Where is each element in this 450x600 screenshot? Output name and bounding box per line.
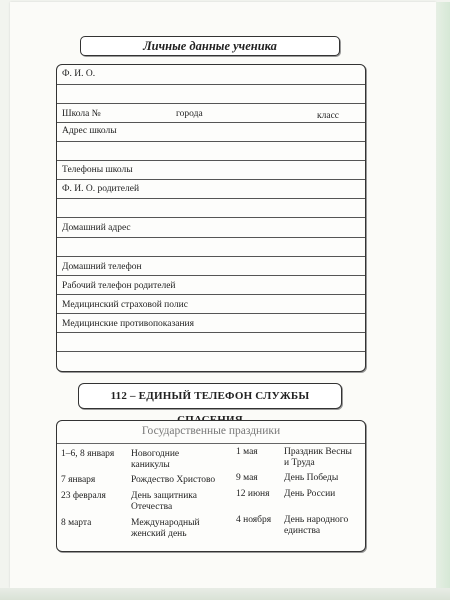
form-line — [57, 313, 365, 314]
holiday-name: Рождество Христово — [131, 475, 216, 485]
label-contraindications: Медицинские противопоказания — [62, 319, 194, 329]
holiday-date: 9 мая — [236, 473, 258, 483]
label-parents-fio: Ф. И. О. родителей — [62, 184, 140, 194]
holiday-name: Праздник Весны и Труда — [284, 447, 352, 468]
form-line — [57, 275, 365, 276]
emergency-phone-banner: 112 – ЕДИНЫЙ ТЕЛЕФОН СЛУЖБЫ — [78, 383, 342, 409]
holiday-date: 4 ноября — [236, 515, 272, 525]
label-home-phone: Домашний телефон — [62, 262, 142, 272]
holiday-date: 7 января — [61, 475, 96, 485]
form-line — [57, 351, 365, 352]
form-line — [57, 294, 365, 295]
form-line — [57, 160, 365, 161]
holiday-date: 12 июня — [236, 489, 270, 499]
label-insurance-policy: Медицинский страховой полис — [62, 300, 188, 310]
form-line — [57, 217, 365, 218]
student-data-form — [56, 64, 366, 372]
form-line — [57, 237, 365, 238]
holiday-name: День народного единства — [284, 515, 349, 536]
form-line — [57, 122, 365, 123]
holidays-divider — [57, 443, 365, 444]
label-school-no: Школа № — [62, 109, 101, 119]
form-line — [57, 103, 365, 104]
holiday-name: День защитника Отечества — [131, 491, 197, 512]
holiday-name: Международный женский день — [131, 518, 200, 539]
form-line — [57, 332, 365, 333]
label-home-address: Домашний адрес — [62, 223, 131, 233]
holiday-date: 23 февраля — [61, 491, 106, 501]
holiday-date: 8 марта — [61, 518, 92, 528]
form-line — [57, 179, 365, 180]
label-school-phones: Телефоны школы — [62, 165, 133, 175]
label-city: города — [176, 109, 203, 119]
holiday-name: Новогодние каникулы — [131, 449, 180, 470]
holidays-table — [56, 420, 366, 552]
label-grade: класс — [317, 111, 340, 121]
form-line — [57, 141, 365, 142]
form-line — [57, 84, 365, 85]
form-line — [57, 256, 365, 257]
holiday-name: День Победы — [284, 473, 339, 483]
holiday-name: День России — [284, 489, 336, 499]
page-edge-bottom — [0, 588, 450, 600]
page-edge-right — [436, 2, 450, 588]
label-fio: Ф. И. О. — [62, 69, 96, 79]
label-parents-work-phone: Рабочий телефон родителей — [62, 281, 176, 291]
holiday-date: 1 мая — [236, 447, 258, 457]
label-school-address: Адрес школы — [62, 126, 117, 136]
page-title: Личные данные ученика — [80, 36, 340, 56]
form-line — [57, 198, 365, 199]
holidays-title: Государственные праздники — [141, 425, 281, 437]
holiday-date: 1–6, 8 января — [61, 449, 115, 459]
